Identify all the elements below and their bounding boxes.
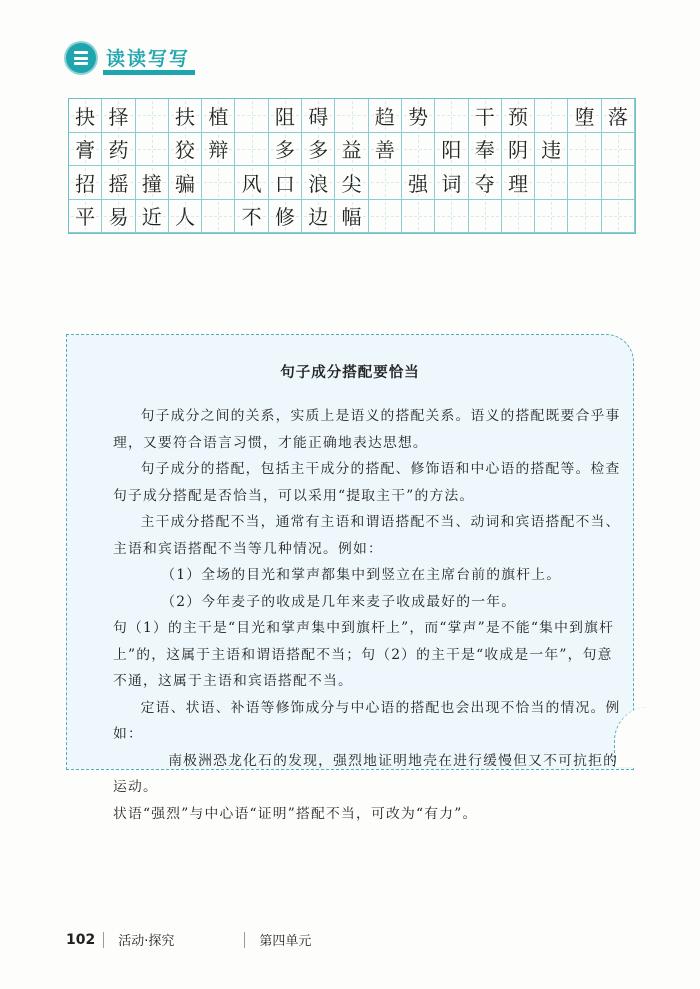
grid-character: 夺 [474,171,495,196]
grid-cell [602,200,635,234]
footer-section: 活动·探究 [118,934,175,949]
grid-character: 奉 [474,138,495,163]
grid-cell [335,99,368,133]
grid-cell [535,200,568,234]
grid-character: 植 [208,104,229,129]
grid-cell [136,200,169,234]
grid-cell [335,166,368,200]
grid-cell [369,200,402,234]
grid-cell [369,99,402,133]
grid-cell [269,200,302,234]
grid-cell [435,99,468,133]
grid-character: 堕 [574,104,595,129]
title-underline [103,70,195,75]
grid-character: 药 [108,138,129,163]
example-1: （1）全场的目光和掌声都集中到竖立在主席台前的旗杆上。 [161,567,562,583]
grid-cell [302,200,335,234]
grid-character: 势 [408,104,429,129]
grid-character: 扶 [175,104,196,129]
grid-cell [535,166,568,200]
grid-cell [369,166,402,200]
grid-character: 抉 [75,104,96,129]
grid-cell [136,133,169,167]
grid-cell [568,133,601,167]
grid-cell [202,200,235,234]
grid-cell [169,99,202,133]
grid-cell [602,99,635,133]
section-title: 读读写写 [106,48,191,70]
grid-character: 善 [374,138,395,163]
grid-cell [136,166,169,200]
grid-cell [469,133,502,167]
grid-cell [402,133,435,167]
grid-cell [502,133,535,167]
grid-character: 理 [508,171,528,196]
grid-character: 不 [241,205,262,230]
grid-character: 碍 [308,104,329,129]
grid-character: 膏 [75,138,96,163]
grid-cell [235,133,268,167]
grid-character: 近 [141,205,162,230]
grid-cell [269,133,302,167]
grid-cell [235,99,268,133]
grid-cell [136,99,169,133]
grid-cell [169,133,202,167]
knowledge-box [66,334,634,822]
grid-cell [69,166,102,200]
grid-character: 违 [541,138,562,163]
grid-cell [269,99,302,133]
box-body [113,403,625,827]
divider [244,932,245,948]
grid-cell [102,200,135,234]
grid-character: 强 [408,171,429,196]
grid-cell [568,99,601,133]
paragraph: 状语“强烈”与中心语“证明”搭配不当，可改为“有力”。 [113,805,478,822]
grid-cell [302,166,335,200]
page-number: 102 [66,931,96,948]
grid-character: 招 [75,171,96,196]
grid-character: 撞 [141,171,162,196]
paragraph: 句子成分之间的关系，实质上是语义的搭配关系。语义的搭配既要合乎事理，又要符合语言习惯，才能正确地表达思想。 [113,408,621,451]
grid-cell [302,99,335,133]
grid-character: 多 [308,138,329,163]
grid-cell [469,99,502,133]
paragraph: 定语、状语、补语等修饰成分与中心语的搭配也会出现不恰当的情况。例如： [113,699,621,742]
grid-character: 平 [75,205,96,230]
grid-character: 阻 [274,104,295,129]
grid-character: 幅 [341,205,362,230]
character-grid [68,98,636,234]
paragraph: 主干成分搭配不当，通常有主语和谓语搭配不当、动词和宾语搭配不当、主语和宾语搭配不当等几种情况。例如： [113,514,621,557]
grid-character: 狡 [175,138,196,163]
grid-character: 修 [274,205,295,230]
grid-character: 词 [441,171,462,196]
grid-cell [435,166,468,200]
example-3: 南极洲恐龙化石的发现，强烈地证明地壳在进行缓慢但又不可抗拒的运动。 [113,752,619,795]
grid-cell [469,166,502,200]
paragraph: 句（1）的主干是“目光和掌声集中到旗杆上”，而“掌声”是不能“集中到旗杆上”的，这属于主语和谓语搭配不当；句（2）的主干是“收成是一年”，句意不通，这属于主语和宾语搭配不当。 [113,620,615,689]
paragraph: 句子成分的搭配，包括主干成分的搭配、修饰语和中心语的搭配等。检查句子成分搭配是否恰当，可以采用“提取主干”的方法。 [113,461,621,504]
box-title: 句子成分搭配要恰当 [280,364,420,381]
grid-cell [202,99,235,133]
footer-unit: 第四单元 [259,934,312,949]
grid-character: 浪 [308,171,329,196]
grid-cell [235,200,268,234]
grid-cell [502,200,535,234]
grid-cell [602,133,635,167]
grid-cell [102,166,135,200]
grid-cell [102,133,135,167]
grid-character: 益 [341,138,362,163]
grid-cell [502,166,535,200]
grid-cell [402,200,435,234]
grid-cell [269,166,302,200]
grid-cell [402,166,435,200]
grid-character: 多 [274,138,295,163]
grid-cell [469,200,502,234]
grid-character: 风 [241,171,262,196]
grid-cell [69,200,102,234]
grid-character: 择 [108,104,129,129]
grid-cell [69,133,102,167]
grid-cell [202,166,235,200]
grid-cell [169,166,202,200]
grid-character: 口 [274,171,295,196]
grid-character: 阴 [508,138,528,163]
grid-cell [402,99,435,133]
grid-cell [169,200,202,234]
grid-cell [235,166,268,200]
example-2: （2）今年麦子的收成是几年来麦子收成最好的一年。 [161,593,517,610]
grid-cell [535,133,568,167]
grid-cell [502,99,535,133]
grid-cell [335,133,368,167]
grid-character: 趋 [374,104,395,129]
grid-character: 骗 [175,171,196,196]
grid-character: 易 [108,205,129,230]
grid-character: 预 [508,104,528,129]
grid-cell [568,166,601,200]
section-number-icon [66,43,96,73]
grid-cell [102,99,135,133]
grid-cell [69,99,102,133]
grid-character: 落 [607,104,628,129]
grid-cell [568,200,601,234]
grid-character: 辩 [208,138,229,163]
grid-cell [435,133,468,167]
grid-cell [535,99,568,133]
page-footer [66,930,311,949]
divider [103,932,104,948]
grid-cell [202,133,235,167]
grid-character: 人 [175,205,196,230]
grid-character: 阳 [441,138,462,163]
grid-cell [435,200,468,234]
grid-character: 干 [474,104,495,129]
grid-cell [369,133,402,167]
grid-character: 边 [308,205,329,230]
grid-character: 摇 [108,171,129,196]
grid-cell [335,200,368,234]
grid-cell [302,133,335,167]
grid-character: 尖 [341,171,362,196]
grid-cell [602,166,635,200]
